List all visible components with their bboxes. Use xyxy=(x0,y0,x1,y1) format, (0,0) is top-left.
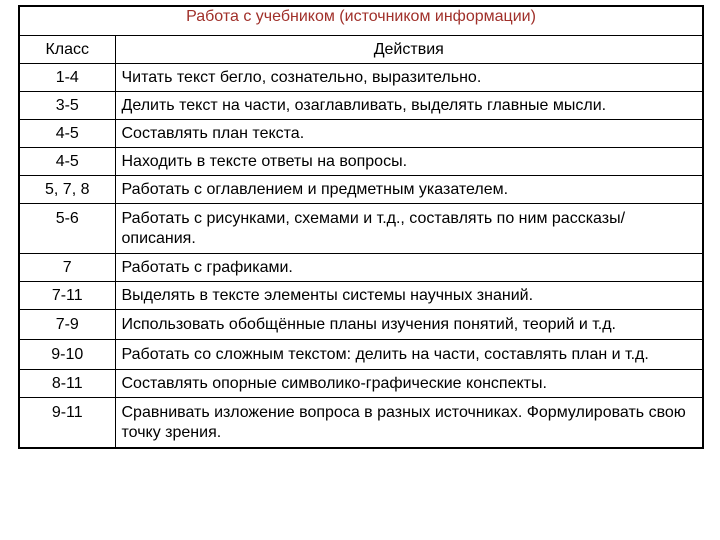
table-row xyxy=(19,310,703,340)
row-class: 5-6 xyxy=(19,204,115,254)
table-row xyxy=(19,120,703,148)
row-class: 9-10 xyxy=(19,340,115,370)
row-class: 9-11 xyxy=(19,398,115,449)
row-class: 7-9 xyxy=(19,310,115,340)
row-action: Работать с оглавлением и предметным указателем. xyxy=(115,176,703,204)
row-class: 1-4 xyxy=(19,64,115,92)
table-row xyxy=(19,64,703,92)
table-row xyxy=(19,282,703,310)
row-action: Читать текст бегло, сознательно, выразительно. xyxy=(115,64,703,92)
actions-table xyxy=(18,5,704,449)
row-class: 3-5 xyxy=(19,92,115,120)
row-action: Выделять в тексте элементы системы научных знаний. xyxy=(115,282,703,310)
row-action: Работать со сложным текстом: делить на части, составлять план и т.д. xyxy=(115,340,703,370)
table-header-row xyxy=(19,36,703,64)
row-action: Составлять план текста. xyxy=(115,120,703,148)
table-row xyxy=(19,398,703,449)
table-row xyxy=(19,148,703,176)
row-action: Работать с графиками. xyxy=(115,254,703,282)
row-class: 4-5 xyxy=(19,120,115,148)
table-title: Работа с учебником (источником информации) xyxy=(19,6,703,36)
row-action: Использовать обобщённые планы изучения понятий, теорий и т.д. xyxy=(115,310,703,340)
table-row xyxy=(19,254,703,282)
table-title-row xyxy=(19,6,703,36)
row-action: Находить в тексте ответы на вопросы. xyxy=(115,148,703,176)
row-class: 8-11 xyxy=(19,370,115,398)
table-row xyxy=(19,370,703,398)
table-row xyxy=(19,176,703,204)
row-class: 5, 7, 8 xyxy=(19,176,115,204)
row-action: Составлять опорные символико-графические конспекты. xyxy=(115,370,703,398)
row-class: 7 xyxy=(19,254,115,282)
table-row xyxy=(19,340,703,370)
row-action: Работать с рисунками, схемами и т.д., составлять по ним рассказы/описания. xyxy=(115,204,703,254)
table-row xyxy=(19,204,703,254)
row-action: Сравнивать изложение вопроса в разных источниках. Формулировать свою точку зрения. xyxy=(115,398,703,449)
table-row xyxy=(19,92,703,120)
row-class: 4-5 xyxy=(19,148,115,176)
row-action: Делить текст на части, озаглавливать, выделять главные мысли. xyxy=(115,92,703,120)
row-class: 7-11 xyxy=(19,282,115,310)
header-actions: Действия xyxy=(115,36,703,64)
header-class: Класс xyxy=(19,36,115,64)
